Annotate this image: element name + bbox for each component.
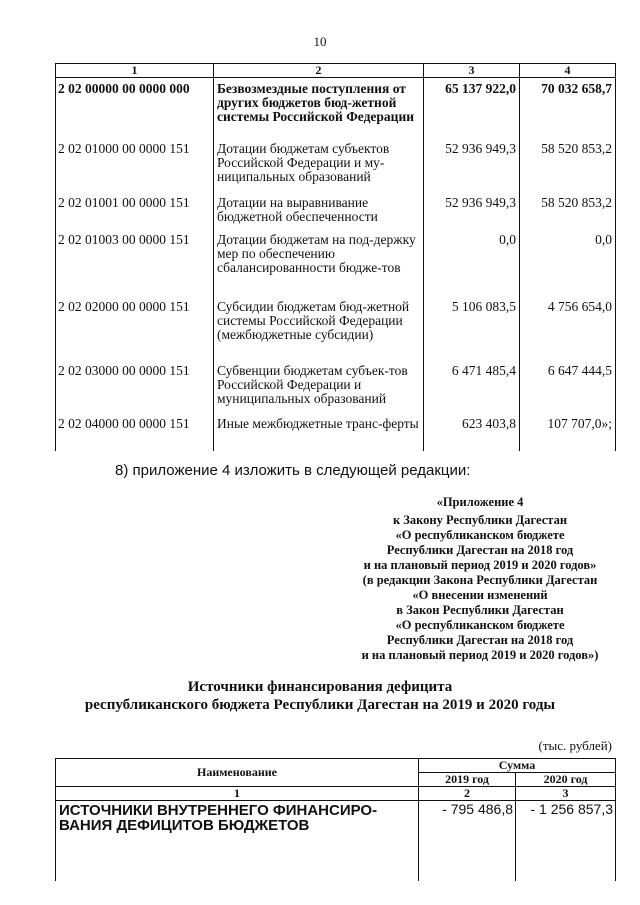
- row-value-1: 0,0: [424, 233, 520, 300]
- annex-line: «О республиканском бюджете: [395, 528, 565, 542]
- row-value-1: 6 471 485,4: [424, 364, 520, 417]
- title-line-2: республиканского бюджета Республики Дагестан на 2019 и 2020 годы: [84, 697, 556, 713]
- table-row: [56, 417, 616, 451]
- row-code: 2 02 01000 00 0000 151: [56, 142, 214, 196]
- row-value-1: 52 936 949,3: [424, 142, 520, 196]
- row-value-2: 58 520 853,2: [520, 196, 616, 233]
- table-header-row: [56, 64, 616, 78]
- annex-heading: [330, 495, 630, 663]
- row-name: Дотации бюджетам субъектов Российской Федерации и му-ниципальных образований: [214, 142, 424, 196]
- row-name: Субсидии бюджетам бюд-жетной системы Российской Федерации (межбюджетные субсидии): [214, 300, 424, 364]
- table-row: [56, 801, 616, 881]
- row-code: 2 02 01001 00 0000 151: [56, 196, 214, 233]
- header-year-2019: 2019 год: [419, 773, 516, 787]
- annex-line: (в редакции Закона Республики Дагестан: [362, 573, 598, 587]
- table-row: [56, 78, 616, 142]
- annex-line: «Приложение 4: [436, 495, 524, 509]
- row-name: Субвенции бюджетам субъек-тов Российской Федерации и муниципальных образований: [214, 364, 424, 417]
- annex-line: Республики Дагестан на 2018 год: [386, 633, 574, 647]
- row-value-1: 52 936 949,3: [424, 196, 520, 233]
- annex-line: «О внесении изменений: [412, 588, 548, 602]
- annex-line: Республики Дагестан на 2018 год: [386, 543, 574, 557]
- table-row: [56, 364, 616, 417]
- table-row: [56, 196, 616, 233]
- row-name: Безвозмездные поступления от других бюджетов бюд-жетной системы Российской Федерации: [214, 78, 424, 142]
- row-value-2: 0,0: [520, 233, 616, 300]
- column-number-1: 1: [56, 64, 214, 78]
- row-value-2: 107 707,0»;: [520, 417, 616, 451]
- row-value-2: 70 032 658,7: [520, 78, 616, 142]
- annex-line: в Закон Республики Дагестан: [396, 603, 564, 617]
- header-sum: Сумма: [419, 759, 616, 773]
- row-value-2019: - 795 486,8: [419, 801, 516, 881]
- table-number-row: [56, 787, 616, 801]
- row-name: Дотации бюджетам на под-держку мер по обеспечению сбалансированности бюдже-тов: [214, 233, 424, 300]
- page-number: 10: [313, 34, 327, 49]
- row-value-1: 623 403,8: [424, 417, 520, 451]
- column-number-3: 3: [516, 787, 616, 801]
- column-number-3: 3: [424, 64, 520, 78]
- row-value-1: 5 106 083,5: [424, 300, 520, 364]
- annex-line: к Закону Республики Дагестан: [392, 513, 568, 527]
- row-value-1: 65 137 922,0: [424, 78, 520, 142]
- financing-sources-table: [55, 758, 616, 881]
- row-value-2020: - 1 256 857,3: [516, 801, 616, 881]
- row-code: 2 02 04000 00 0000 151: [56, 417, 214, 451]
- table-row: [56, 233, 616, 300]
- section-title: [0, 678, 640, 714]
- row-value-2: 4 756 654,0: [520, 300, 616, 364]
- revenue-table: [55, 63, 616, 451]
- column-number-2: 2: [214, 64, 424, 78]
- column-number-2: 2: [419, 787, 516, 801]
- row-value-2: 58 520 853,2: [520, 142, 616, 196]
- annex-line: и на плановый период 2019 и 2020 годов»: [363, 558, 597, 572]
- table-row: [56, 142, 616, 196]
- row-name: Дотации на выравнивание бюджетной обеспеченности: [214, 196, 424, 233]
- row-code: 2 02 00000 00 0000 000: [56, 78, 214, 142]
- units-note: (тыс. рублей): [538, 738, 612, 753]
- row-code: 2 02 02000 00 0000 151: [56, 300, 214, 364]
- header-year-2020: 2020 год: [516, 773, 616, 787]
- column-number-4: 4: [520, 64, 616, 78]
- title-line-1: Источники финансирования дефицита: [187, 679, 453, 695]
- header-name: Наименование: [56, 759, 419, 787]
- table-header-row: [56, 759, 616, 773]
- row-value-2: 6 647 444,5: [520, 364, 616, 417]
- amendment-paragraph: 8) приложение 4 изложить в следующей редакции:: [115, 462, 471, 479]
- annex-line: и на плановый период 2019 и 2020 годов»): [361, 648, 599, 662]
- row-name: ИСТОЧНИКИ ВНУТРЕННЕГО ФИНАНСИРО-ВАНИЯ ДЕФИЦИТОВ БЮДЖЕТОВ: [56, 801, 419, 881]
- annex-line: «О республиканском бюджете: [395, 618, 565, 632]
- row-name: Иные межбюджетные транс-ферты: [214, 417, 424, 451]
- column-number-1: 1: [56, 787, 419, 801]
- row-code: 2 02 03000 00 0000 151: [56, 364, 214, 417]
- row-code: 2 02 01003 00 0000 151: [56, 233, 214, 300]
- table-row: [56, 300, 616, 364]
